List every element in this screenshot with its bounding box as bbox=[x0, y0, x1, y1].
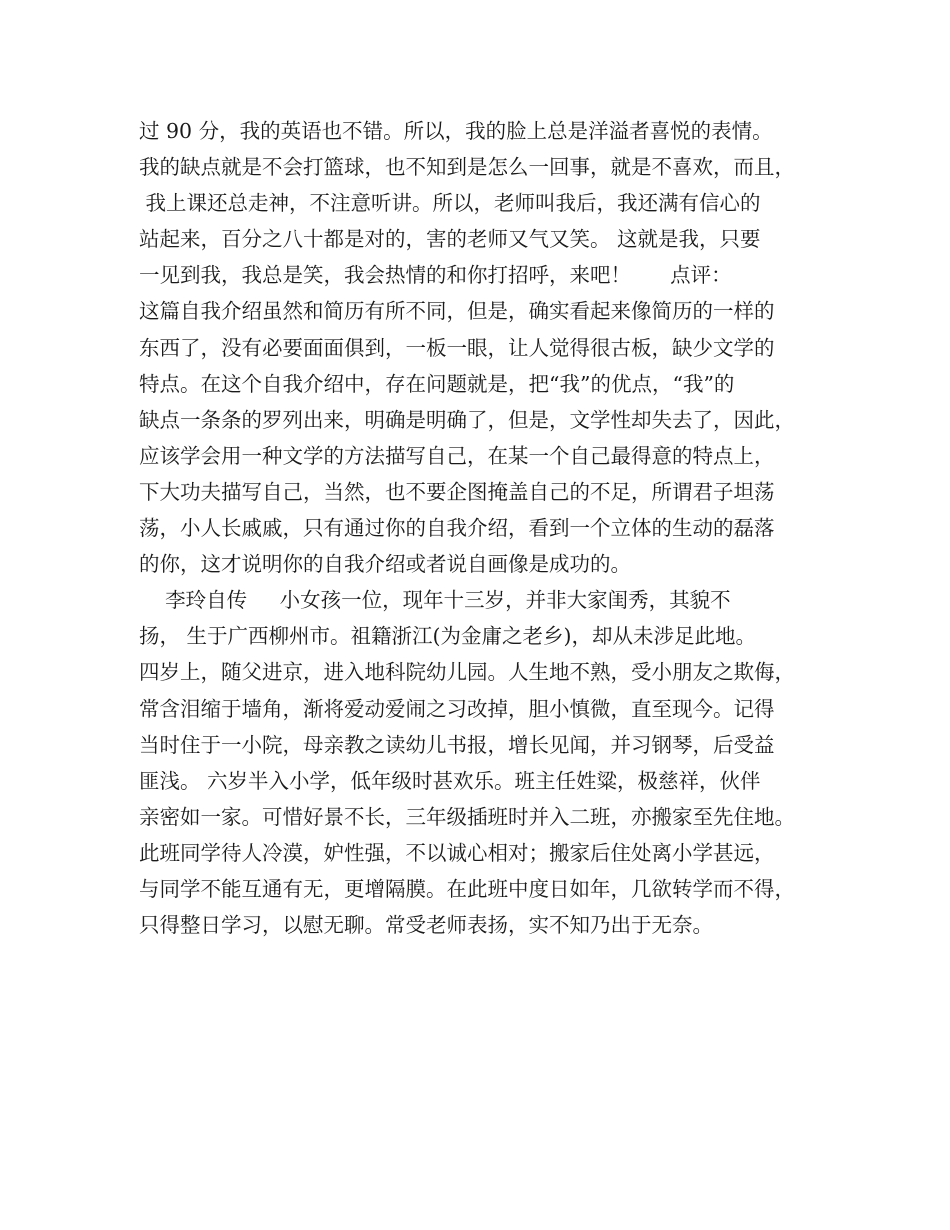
text-line: 的你，这才说明你的自我介绍或者说自画像是成功的。 bbox=[139, 552, 631, 577]
text-line: 一见到我，我总是笑，我会热情的和你打招呼，来吧！ 点评： bbox=[139, 263, 732, 288]
text-line: 与同学不能互通有无，更增隔膜。在此班中度日如年，几欲转学而不得， bbox=[139, 876, 795, 901]
text-line: 站起来，百分之八十都是对的，害的老师又气又笑。 这就是我，只要 bbox=[139, 227, 761, 252]
text-line: 扬， 生于广西柳州市。祖籍浙江(为金庸之老乡)，却从未涉足此地。 bbox=[139, 624, 757, 649]
text-line: 常含泪缩于墙角，渐将爱动爱闹之习改掉，胆小慎微，直至现今。记得 bbox=[139, 696, 775, 721]
text-line: 此班同学待人冷漠，妒性强，不以诚心相对；搬家后住处离小学甚远， bbox=[139, 840, 775, 865]
text-line: 当时住于一小院，母亲教之读幼儿书报，增长见闻，并习钢琴，后受益 bbox=[139, 732, 775, 757]
text-line: 缺点一条条的罗列出来，明确是明确了，但是，文学性却失去了，因此， bbox=[139, 407, 795, 432]
text-line: 这篇自我介绍虽然和简历有所不同，但是，确实看起来像简历的一样的 bbox=[139, 299, 775, 324]
text-line: 应该学会用一种文学的方法描写自己，在某一个自己最得意的特点上， bbox=[139, 443, 775, 468]
body-text bbox=[139, 113, 839, 943]
text-line: 亲密如一家。可惜好景不长，三年级插班时并入二班，亦搬家至先住地。 bbox=[139, 804, 795, 829]
text-line: 我的缺点就是不会打篮球，也不知到是怎么一回事，就是不喜欢，而且， bbox=[139, 155, 795, 180]
text-line: 我上课还总走神，不注意听讲。所以，老师叫我后，我还满有信心的 bbox=[139, 191, 761, 216]
text-line: 特点。在这个自我介绍中，存在问题就是，把“我”的优点，“我”的 bbox=[139, 371, 735, 396]
text-line: 李玲自传 小女孩一位，现年十三岁，并非大家闺秀，其貌不 bbox=[139, 588, 731, 613]
text-line: 只得整日学习，以慰无聊。常受老师表扬，实不知乃出于无奈。 bbox=[139, 913, 713, 938]
text-line: 四岁上，随父进京，进入地科院幼儿园。人生地不熟，受小朋友之欺侮， bbox=[139, 660, 795, 685]
text-line: 下大功夫描写自己，当然，也不要企图掩盖自己的不足，所谓君子坦荡 bbox=[139, 479, 775, 504]
text-line: 匪浅。 六岁半入小学，低年级时甚欢乐。班主任姓粱，极慈祥，伙伴 bbox=[139, 768, 761, 793]
text-line: 过 90 分，我的英语也不错。所以，我的脸上总是洋溢者喜悦的表情。 bbox=[139, 119, 773, 143]
text-line: 荡，小人长戚戚，只有通过你的自我介绍，看到一个立体的生动的磊落 bbox=[139, 516, 775, 541]
text-line: 东西了，没有必要面面俱到，一板一眼，让人觉得很古板，缺少文学的 bbox=[139, 335, 775, 360]
